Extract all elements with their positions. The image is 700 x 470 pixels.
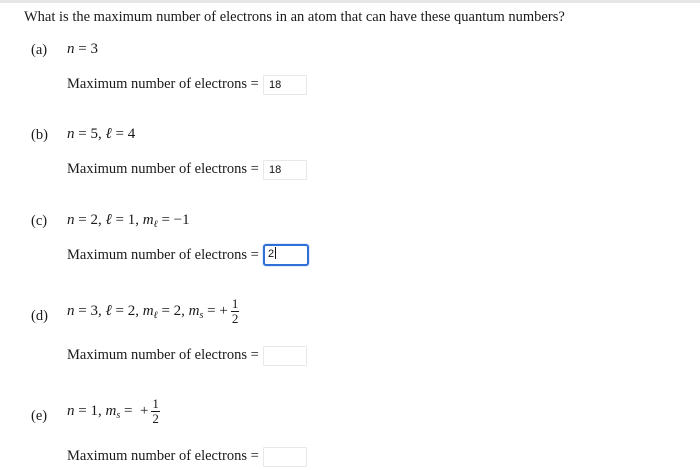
part-b-letter: (b) — [31, 127, 48, 143]
part-b-l-value: 4 — [127, 126, 136, 142]
part-d-ml-value: 2 — [173, 302, 182, 319]
part-e-ms-numerator: 1 — [152, 396, 159, 411]
part-d-l-value: 2 — [127, 302, 136, 319]
part-e-letter: (e) — [31, 408, 48, 424]
part-d-ms-fraction — [231, 297, 240, 326]
part-e-answer-input[interactable] — [263, 447, 307, 467]
part-c-l-value: 1 — [127, 212, 136, 228]
part-e-ms-fraction — [151, 397, 160, 426]
part-e-answer-label: Maximum number of electrons = — [67, 448, 259, 464]
part-a-n-value: 3 — [90, 41, 98, 57]
part-d-ms-numerator: 1 — [231, 296, 239, 311]
part-d-ms-sign: + — [219, 302, 228, 319]
part-b-n-value: 5 — [90, 126, 98, 142]
text-cursor — [275, 247, 276, 259]
part-d-letter: (d) — [31, 308, 48, 324]
part-a-answer-label: Maximum number of electrons = — [67, 76, 259, 92]
part-c-n-value: 2 — [90, 212, 98, 228]
part-d-ms-denominator: 2 — [231, 311, 239, 326]
part-e-quantum-numbers: n = 1, $m_s$ = + $\frac{1}{2}$ — [67, 396, 159, 426]
question-text: What is the maximum number of electrons in an atom that can have these quantum numbers? — [24, 9, 565, 25]
part-d-quantum-numbers: n = 3, ℓ = 2, $m_\ell = 2$, $m_s$ = + $\frac{1}{2}$ — [67, 296, 239, 326]
part-a-letter: (a) — [31, 42, 48, 58]
part-b-answer-input[interactable]: 18 — [263, 160, 307, 180]
part-a-quantum-numbers: n = 3 — [67, 41, 98, 57]
part-d-answer-input[interactable] — [263, 346, 307, 366]
part-b-quantum-numbers: n = 5, ℓ = 4 — [67, 126, 136, 142]
part-c-answer-value: 2 — [268, 248, 275, 260]
part-b-answer-label: Maximum number of electrons = — [67, 161, 259, 177]
part-a-answer-input[interactable]: 18 — [263, 75, 307, 95]
part-c-answer-input[interactable] — [263, 244, 309, 266]
part-d-n-value: 3 — [90, 302, 98, 319]
part-e-n-value: 1 — [90, 402, 98, 419]
part-d-answer-label: Maximum number of electrons = — [67, 347, 259, 363]
part-e-ms-denominator: 2 — [152, 411, 159, 426]
part-c-letter: (c) — [31, 213, 48, 229]
part-c-ml-value: −1 — [173, 212, 190, 228]
part-c-quantum-numbers: n = 2, ℓ = 1, $m_\ell = -1$ — [67, 212, 190, 230]
top-divider — [0, 0, 700, 3]
part-e-ms-sign: + — [139, 402, 149, 419]
part-c-answer-label: Maximum number of electrons = — [67, 247, 259, 263]
